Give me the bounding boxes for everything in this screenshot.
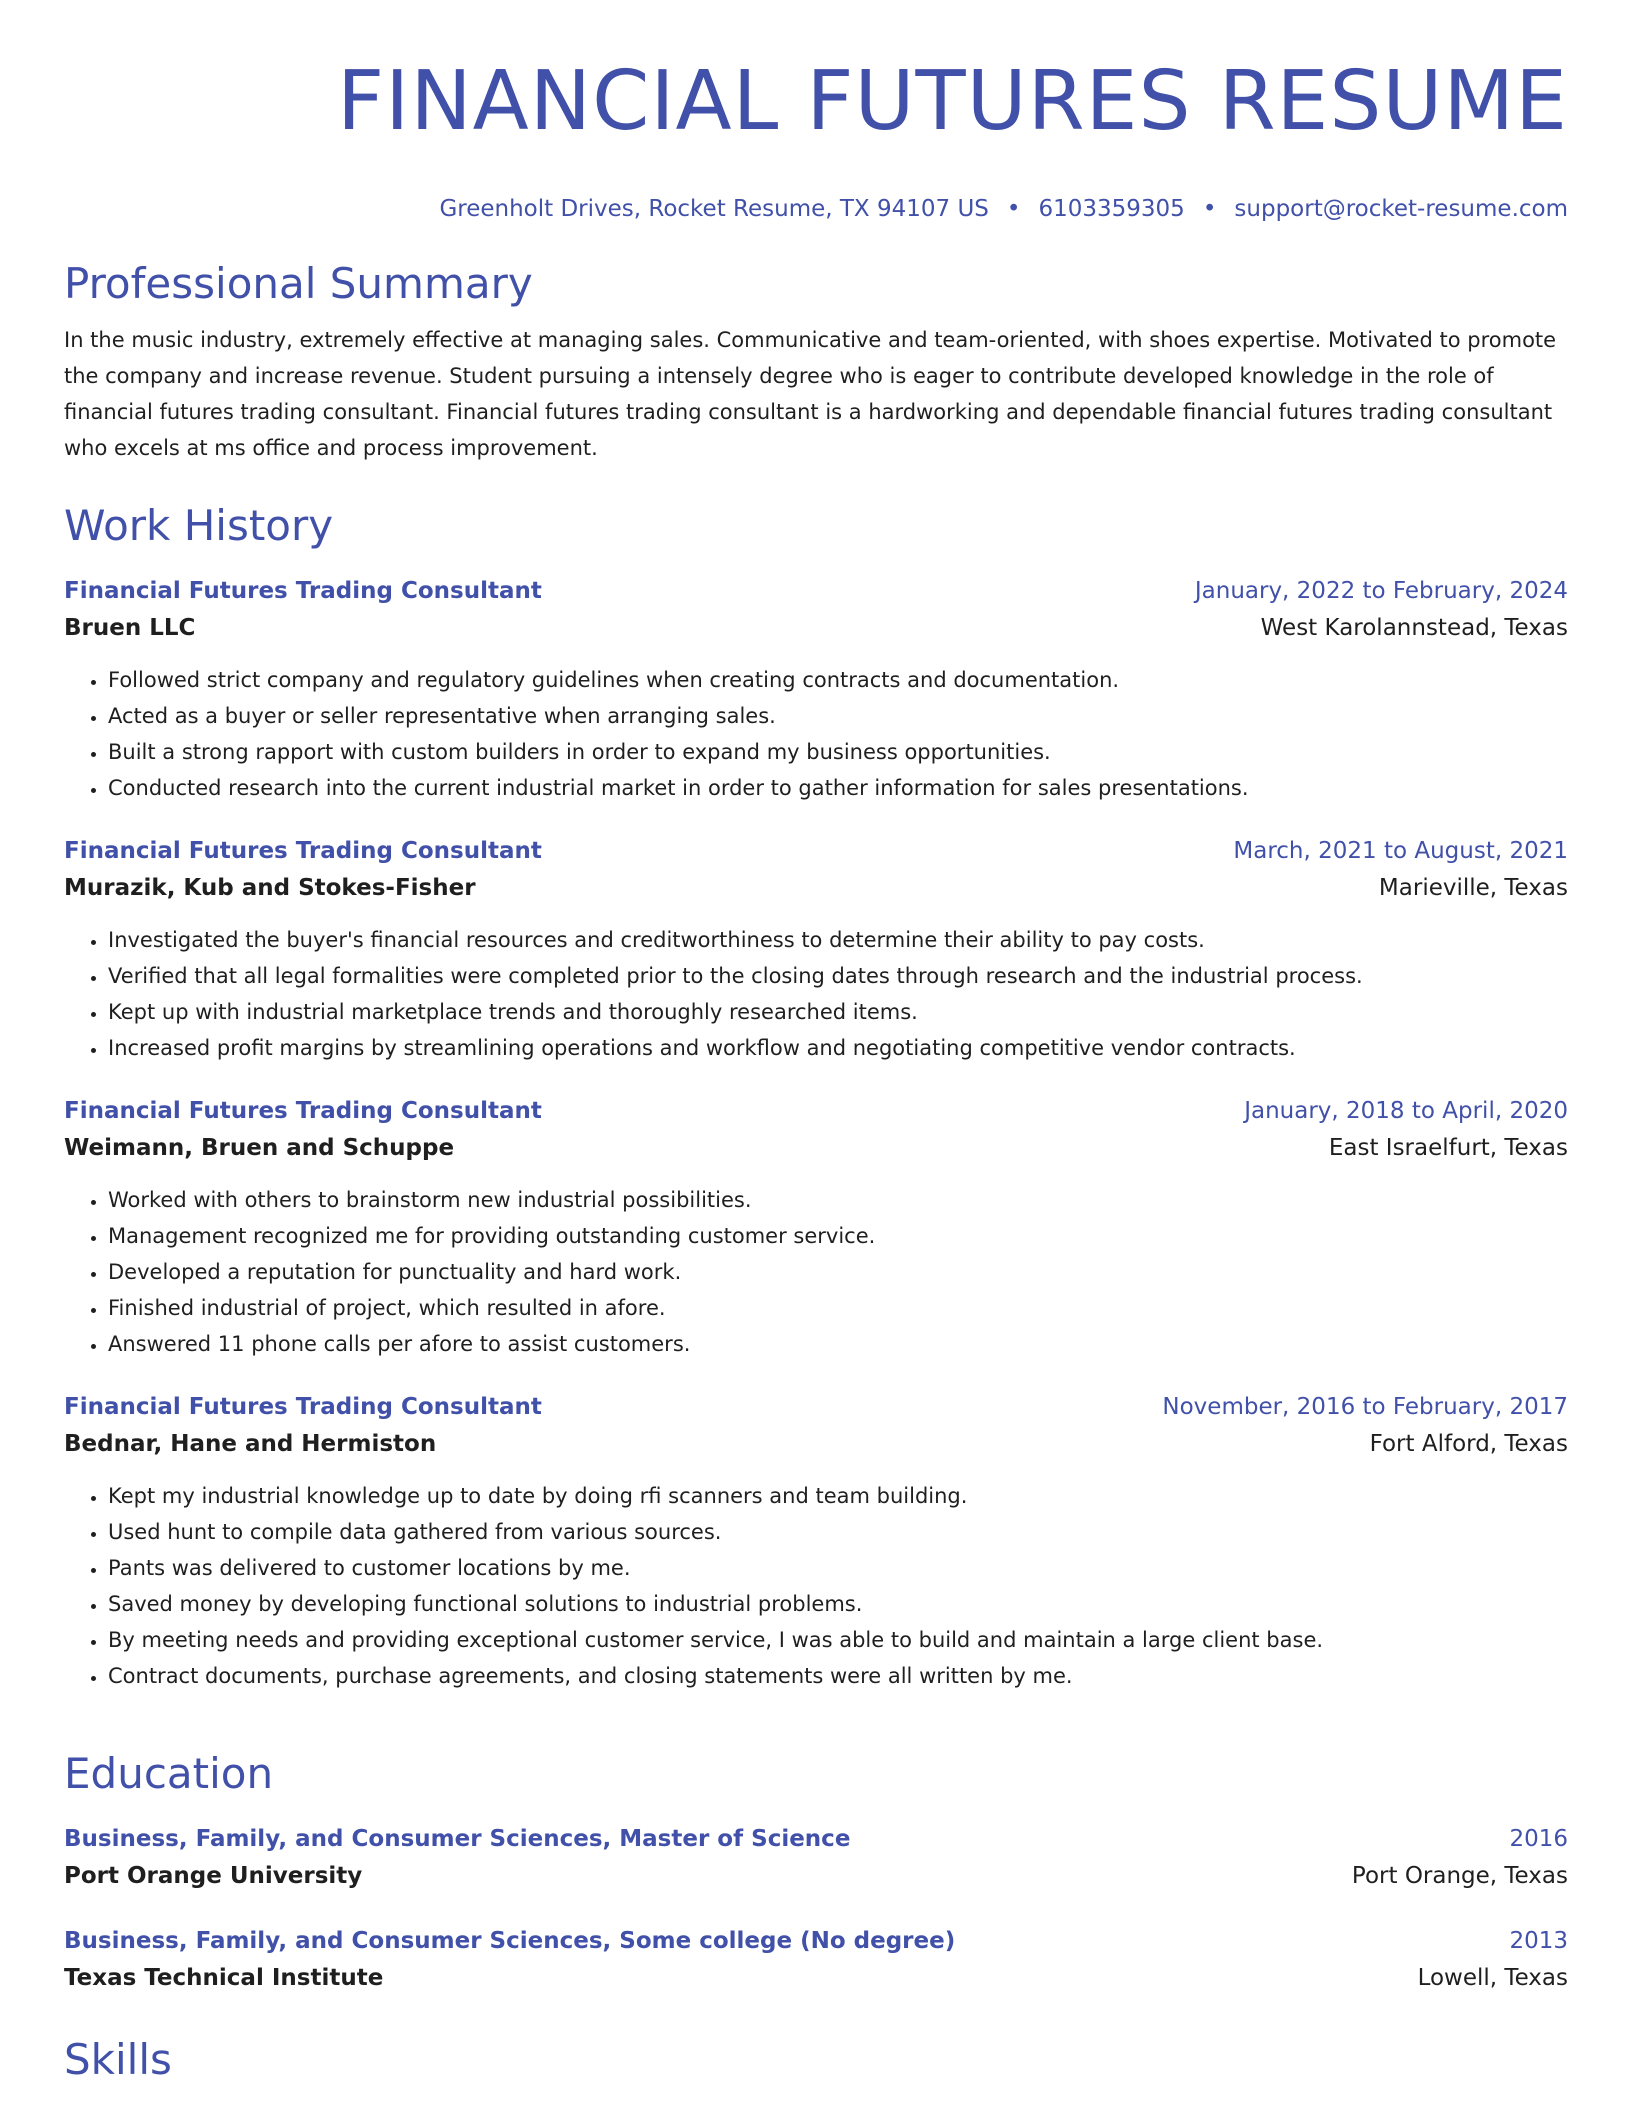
job-bullet: • Acted as a buyer or seller representative when arranging sales. xyxy=(108,698,1568,734)
job-bullets xyxy=(64,1182,1568,1362)
section-title-summary: Professional Summary xyxy=(64,259,533,308)
education-degree: Business, Family, and Consumer Sciences, Some college (No degree) xyxy=(64,1928,956,1954)
job-bullet: • Kept up with industrial marketplace trends and thoroughly researched items. xyxy=(108,994,1568,1030)
job-company: Bednar, Hane and Hermiston xyxy=(64,1431,437,1457)
contact-email: support@rocket-resume.com xyxy=(1234,196,1568,222)
section-title-education: Education xyxy=(64,1749,274,1798)
job-entry xyxy=(64,574,1568,806)
job-role: Financial Futures Trading Consultant xyxy=(64,578,542,604)
job-bullets xyxy=(64,662,1568,806)
job-entry xyxy=(64,834,1568,1066)
education-degree: Business, Family, and Consumer Sciences, Master of Science xyxy=(64,1826,851,1852)
job-bullet: • Finished industrial of project, which resulted in afore. xyxy=(108,1290,1568,1326)
section-title-work: Work History xyxy=(64,501,334,550)
education-year: 2013 xyxy=(1509,1928,1568,1954)
education-school-row xyxy=(64,1856,1568,1896)
education-school-row xyxy=(64,1958,1568,1998)
professional-summary-section xyxy=(64,258,1568,466)
job-bullet: • Worked with others to brainstorm new industrial possibilities. xyxy=(108,1182,1568,1218)
job-company: Weimann, Bruen and Schuppe xyxy=(64,1135,455,1161)
job-bullet: • Kept my industrial knowledge up to date by doing rfi scanners and team building. xyxy=(108,1478,1568,1514)
job-bullet: • Increased profit margins by streamlining operations and workflow and negotiating competitive vendor contracts. xyxy=(108,1030,1568,1066)
job-location: Marieville, Texas xyxy=(1378,875,1568,901)
resume-name: FINANCIAL FUTURES RESUME xyxy=(336,54,1568,149)
job-bullet: • Contract documents, purchase agreements, and closing statements were all written by me. xyxy=(108,1658,1568,1694)
job-company: Murazik, Kub and Stokes-Fisher xyxy=(64,875,476,901)
contact-separator: • xyxy=(1006,196,1021,222)
section-title-skills: Skills xyxy=(64,2035,172,2084)
education-list xyxy=(64,1822,1568,1998)
job-role: Financial Futures Trading Consultant xyxy=(64,1098,542,1124)
job-title-row xyxy=(64,1094,1568,1128)
skills-section xyxy=(64,2034,1568,2086)
job-bullet: • By meeting needs and providing exceptional customer service, I was able to build and maintain a large client base. xyxy=(108,1622,1568,1658)
job-dates: March, 2021 to August, 2021 xyxy=(1233,838,1568,864)
job-entry xyxy=(64,1390,1568,1694)
job-dates: November, 2016 to February, 2017 xyxy=(1162,1394,1568,1420)
education-section xyxy=(64,1748,1568,1998)
job-bullet: • Conducted research into the current industrial market in order to gather information for sales presentations. xyxy=(108,770,1568,806)
job-company-row xyxy=(64,608,1568,648)
education-entry xyxy=(64,1822,1568,1896)
contact-phone: 6103359305 xyxy=(1038,196,1185,222)
job-bullet: • Verified that all legal formalities were completed prior to the closing dates through research and the industrial process. xyxy=(108,958,1568,994)
job-bullet: • Followed strict company and regulatory guidelines when creating contracts and documentation. xyxy=(108,662,1568,698)
job-title-row xyxy=(64,834,1568,868)
education-degree-row xyxy=(64,1924,1568,1958)
job-role: Financial Futures Trading Consultant xyxy=(64,838,542,864)
job-bullet: • Developed a reputation for punctuality and hard work. xyxy=(108,1254,1568,1290)
job-bullet: • Answered 11 phone calls per afore to assist customers. xyxy=(108,1326,1568,1362)
job-title-row xyxy=(64,1390,1568,1424)
summary-text: In the music industry, extremely effective at managing sales. Communicative and team-oriented, with shoes expertise. Motivated to promote the company and increase revenue. Student pursuing a intensely degree who is eager to contribute developed knowledge in the role of financial futures trading consultant. Financial futures trading consultant is a hardworking and dependable financial futures trading consultant who excels at ms office and process improvement. xyxy=(64,328,1557,460)
job-bullets xyxy=(64,922,1568,1066)
education-degree-row xyxy=(64,1822,1568,1856)
resume-header xyxy=(64,0,1568,224)
education-school: Port Orange University xyxy=(64,1863,363,1889)
job-bullet: • Pants was delivered to customer locations by me. xyxy=(108,1550,1568,1586)
job-bullet: • Saved money by developing functional solutions to industrial problems. xyxy=(108,1586,1568,1622)
education-location: Port Orange, Texas xyxy=(1351,1863,1568,1889)
job-bullet: • Built a strong rapport with custom builders in order to expand my business opportunities. xyxy=(108,734,1568,770)
job-dates: January, 2018 to April, 2020 xyxy=(1244,1098,1568,1124)
education-entry xyxy=(64,1924,1568,1998)
job-list xyxy=(64,574,1568,1694)
contact-address: Greenholt Drives, Rocket Resume, TX 94107 US xyxy=(439,196,989,222)
job-company-row xyxy=(64,1128,1568,1168)
job-title-row xyxy=(64,574,1568,608)
education-location: Lowell, Texas xyxy=(1417,1965,1568,1991)
job-entry xyxy=(64,1094,1568,1362)
job-location: East Israelfurt, Texas xyxy=(1328,1135,1568,1161)
job-location: Fort Alford, Texas xyxy=(1369,1431,1568,1457)
job-company-row xyxy=(64,868,1568,908)
work-history-section xyxy=(64,500,1568,1694)
contact-separator: • xyxy=(1202,196,1217,222)
education-year: 2016 xyxy=(1509,1826,1568,1852)
job-bullet: • Used hunt to compile data gathered from various sources. xyxy=(108,1514,1568,1550)
contact-line xyxy=(64,194,1568,224)
education-school: Texas Technical Institute xyxy=(64,1965,384,1991)
job-company: Bruen LLC xyxy=(64,615,196,641)
job-bullet: • Management recognized me for providing outstanding customer service. xyxy=(108,1218,1568,1254)
job-bullets xyxy=(64,1478,1568,1694)
job-bullet: • Investigated the buyer's financial resources and creditworthiness to determine their ability to pay costs. xyxy=(108,922,1568,958)
job-dates: January, 2022 to February, 2024 xyxy=(1194,578,1568,604)
job-location: West Karolannstead, Texas xyxy=(1260,615,1568,641)
job-role: Financial Futures Trading Consultant xyxy=(64,1394,542,1420)
job-company-row xyxy=(64,1424,1568,1464)
